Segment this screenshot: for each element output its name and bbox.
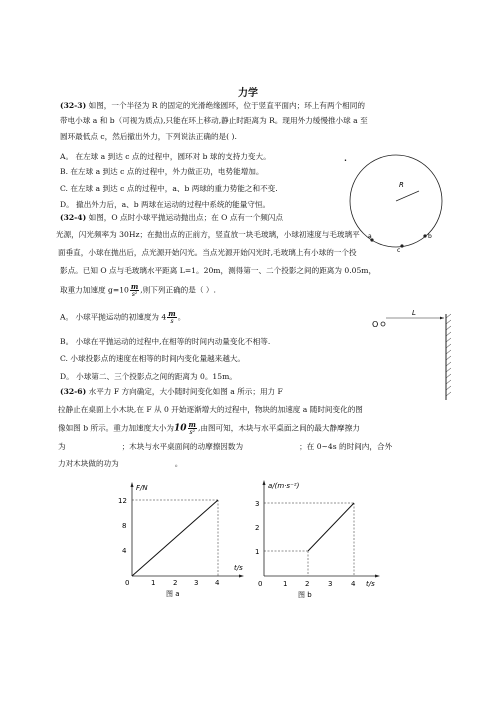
- q324-projectile-figure: [370, 308, 460, 408]
- q324-stem-1: 如图，O 点时小球平抛运动抛出点；在 O 点有一个频闪点: [88, 213, 283, 222]
- figure-b-ytick-2: 2: [255, 524, 260, 532]
- figure-a-ytick-8: 8: [122, 522, 127, 530]
- figure-b-ytick-3: 3: [255, 500, 260, 508]
- figure-a-xtick-2: 2: [173, 579, 178, 587]
- q324-option-a: A。 小球平抛运动的初速度为 4 $\frac{m}{s}$ 。: [60, 309, 186, 325]
- page-title: 力学: [238, 88, 258, 99]
- q326-g-unit: $\frac{m}{\text{s²}}$: [188, 420, 196, 436]
- q323-line-1: [60, 100, 365, 112]
- q324-g-unit: $\frac{m}{\text{s²}}$: [130, 282, 139, 298]
- figure-a-xlabel: t/s: [234, 564, 243, 572]
- q324-line-5: [60, 283, 216, 298]
- q324-number: (32-4): [60, 213, 87, 222]
- q326-line-2: 拉静止在桌面上小木块,在 F 从 0 开始逐渐增大的过程中，物块的加速度 a 随时间变化的图: [58, 405, 363, 414]
- figure-b-xtick-3: 3: [328, 580, 333, 588]
- q326-line-4: 为 ；木块与水平桌面间的动摩擦因数为 ；在 0~4s 的时间内，合外: [58, 442, 393, 451]
- figure-a-line: [132, 500, 218, 576]
- svg-text:•: •: [344, 158, 347, 164]
- figure-b-xtick-4: 4: [351, 580, 356, 588]
- label-R: R: [399, 181, 404, 189]
- figure-b-ylabel: a/(m·s⁻²): [268, 482, 300, 490]
- figure-a-ylabel: F/N: [136, 484, 148, 492]
- q324-option-b: B。 小球在平抛运动的过程中,在相等的时间内动量变化不相等.: [60, 337, 271, 346]
- q323-option-c: C. 在左球 a 到达 c 点的过程中，a、b 两球的重力势能之和不变.: [60, 184, 278, 193]
- figure-b-xlabel: t/s: [366, 580, 375, 588]
- q326-line-5: 力对木块做的功为 。: [58, 459, 183, 468]
- label-b: b: [428, 233, 432, 240]
- figure-b-ytick-1: 1: [255, 548, 260, 556]
- q324-option-c: C. 小球投影点的速度在相等的时间内变化量越来越大。: [60, 354, 246, 363]
- label-c: c: [397, 247, 401, 254]
- q324-line-5-end: ,则下列正确的是（ ）.: [140, 285, 216, 295]
- q324-g-text: 取重力加速度 g=10: [60, 285, 129, 295]
- q323-stem-1: 如图，一个半径为 R 的固定的光滑绝缘圆环，位于竖直平面内；环上有两个相同的: [88, 101, 365, 110]
- q323-option-b: B. 在左球 a 到达 c 点的过程中，外力做正功，电势能增加。: [60, 167, 264, 176]
- figure-a-xtick-4: 4: [215, 579, 220, 587]
- figure-a-chart: [110, 478, 250, 596]
- figure-b-xtick-2: 2: [305, 580, 310, 588]
- label-L: L: [412, 309, 416, 317]
- figure-a-ytick-4: 4: [122, 547, 127, 555]
- figure-b-caption: 图 b: [298, 591, 312, 599]
- figure-b-line: [308, 503, 354, 551]
- q323-number: (32-3): [60, 101, 87, 110]
- q324-line-1: [60, 212, 283, 224]
- figure-a-caption: 图 a: [166, 590, 180, 598]
- figure-b-xtick-0: 0: [258, 580, 263, 588]
- figure-a-xtick-0: 0: [125, 579, 130, 587]
- figure-b-chart: [250, 476, 390, 600]
- q326-g-value: 10: [174, 423, 187, 434]
- label-O: O: [372, 320, 379, 329]
- figure-a-ytick-12: 12: [118, 497, 127, 505]
- q323-line-3: 圆环最低点 c，然后撤出外力，下列说法正确的是( ).: [60, 132, 237, 141]
- figure-b-xtick-1: 1: [283, 580, 288, 588]
- q326-line-3: 像如图 b 所示。重力加速度大小为10 $\frac{m}{\text{s²}}$ ,由图可知，木块与水平桌面之间的最大静摩擦力: [58, 420, 360, 436]
- q323-line-2: 带电小球 a 和 b（可视为质点),只能在环上移动,静止时距离为 R。现用外力缓慢推小球 a 至: [60, 116, 368, 125]
- q323-option-d: D。 撤出外力后，a、b 两球在运动的过程中系统的能量守恒。: [60, 200, 271, 209]
- figure-a-xtick-1: 1: [151, 579, 156, 587]
- q324-line-2: 光源，闪光频率为 30Hz；在抛出点的正前方，竖直放一块毛玻璃，小球初速度与毛玻璃平: [56, 230, 360, 239]
- q326-number: (32-6): [60, 387, 87, 396]
- q326-stem-1: 水平力 F 方向确定，大小随时间变化如图 a 所示；用力 F: [88, 387, 283, 396]
- q324-line-3: 面垂直，小球在抛出后，点光源开始闪光。当点光源开始闪光时,毛玻璃上有小球的一个投: [58, 248, 357, 257]
- q324-option-a-unit: $\frac{m}{s}$: [168, 309, 176, 325]
- q324-line-4: 影点。已知 O 点与毛玻璃水平距离 L=1。20m，测得第一、二个投影之间的距离为 0.05m，: [60, 266, 377, 275]
- figure-a-xtick-3: 3: [194, 579, 199, 587]
- q324-option-d: D。 小球第二、三个投影点之间的距离为 0。15m。: [60, 372, 237, 381]
- q323-option-a: A。 在左球 a 到达 c 点的过程中，圆环对 b 球的支持力变大。: [60, 152, 271, 161]
- label-a: a: [368, 233, 372, 240]
- q326-line-1: [60, 386, 283, 398]
